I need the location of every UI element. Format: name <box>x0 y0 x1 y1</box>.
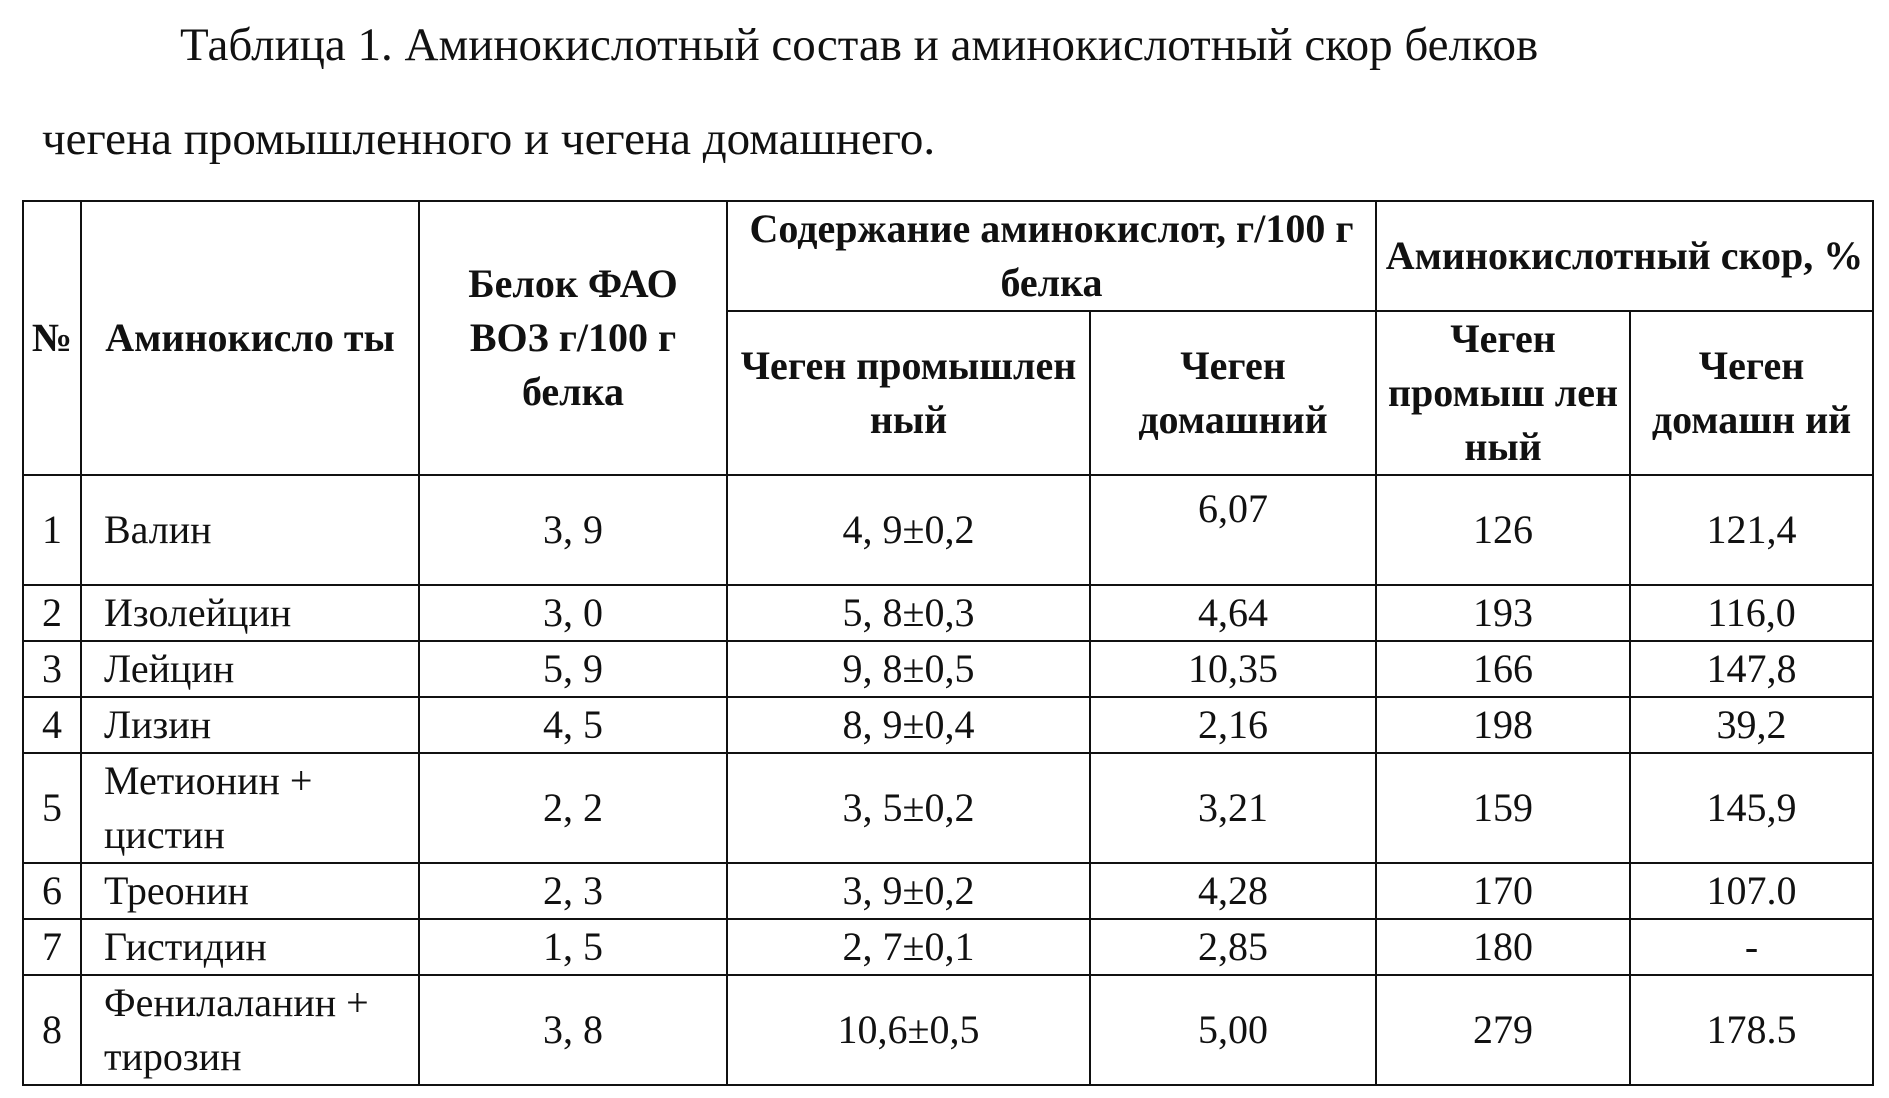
table-row <box>23 585 1873 641</box>
content-industrial: 3, 5±0,2 <box>727 753 1090 863</box>
table-row <box>23 475 1873 585</box>
amino-acid-table <box>22 200 1874 1086</box>
amino-acid-name: Изолейцин <box>81 585 419 641</box>
content-industrial: 8, 9±0,4 <box>727 697 1090 753</box>
row-num: 3 <box>23 641 81 697</box>
content-industrial: 4, 9±0,2 <box>727 475 1090 585</box>
row-num: 4 <box>23 697 81 753</box>
table-row <box>23 919 1873 975</box>
content-industrial: 9, 8±0,5 <box>727 641 1090 697</box>
score-industrial: 170 <box>1376 863 1630 919</box>
row-num: 7 <box>23 919 81 975</box>
content-home: 6,07 <box>1090 475 1376 585</box>
header-amino-acids: Аминокисло ты <box>81 201 419 475</box>
score-home: 39,2 <box>1630 697 1873 753</box>
caption-line-2: чегена промышленного и чегена домашнего. <box>42 113 936 165</box>
header-content-industrial: Чеген промышлен ный <box>727 311 1090 475</box>
score-industrial: 193 <box>1376 585 1630 641</box>
score-industrial: 159 <box>1376 753 1630 863</box>
content-home: 4,64 <box>1090 585 1376 641</box>
content-industrial: 10,6±0,5 <box>727 975 1090 1085</box>
header-content-home: Чеген домашний <box>1090 311 1376 475</box>
score-industrial: 166 <box>1376 641 1630 697</box>
score-industrial: 198 <box>1376 697 1630 753</box>
content-industrial: 3, 9±0,2 <box>727 863 1090 919</box>
amino-acid-name: Гистидин <box>81 919 419 975</box>
fao-value: 2, 3 <box>419 863 727 919</box>
content-industrial: 2, 7±0,1 <box>727 919 1090 975</box>
amino-acid-name: Лейцин <box>81 641 419 697</box>
score-home: 147,8 <box>1630 641 1873 697</box>
content-home: 2,16 <box>1090 697 1376 753</box>
header-score-home: Чеген домашн ий <box>1630 311 1873 475</box>
score-home: 121,4 <box>1630 475 1873 585</box>
header-score-group: Аминокислотный скор, % <box>1376 201 1873 311</box>
amino-acid-name: Фенилаланин + тирозин <box>81 975 419 1085</box>
score-home: - <box>1630 919 1873 975</box>
score-industrial: 279 <box>1376 975 1630 1085</box>
fao-value: 3, 9 <box>419 475 727 585</box>
amino-acid-name: Треонин <box>81 863 419 919</box>
fao-value: 5, 9 <box>419 641 727 697</box>
score-home: 116,0 <box>1630 585 1873 641</box>
amino-acid-name: Лизин <box>81 697 419 753</box>
fao-value: 3, 8 <box>419 975 727 1085</box>
score-industrial: 126 <box>1376 475 1630 585</box>
score-home: 145,9 <box>1630 753 1873 863</box>
header-content-group: Содержание аминокислот, г/100 г белка <box>727 201 1376 311</box>
header-num: № <box>23 201 81 475</box>
row-num: 6 <box>23 863 81 919</box>
content-home: 10,35 <box>1090 641 1376 697</box>
caption-line-1: Таблица 1. Аминокислотный состав и аминокислотный скор белков <box>180 19 1539 71</box>
fao-value: 2, 2 <box>419 753 727 863</box>
table-row <box>23 641 1873 697</box>
score-home: 107.0 <box>1630 863 1873 919</box>
content-industrial: 5, 8±0,3 <box>727 585 1090 641</box>
score-home: 178.5 <box>1630 975 1873 1085</box>
table-row <box>23 975 1873 1085</box>
amino-acid-name: Валин <box>81 475 419 585</box>
content-home: 5,00 <box>1090 975 1376 1085</box>
content-home: 4,28 <box>1090 863 1376 919</box>
header-score-industrial: Чеген промыш лен ный <box>1376 311 1630 475</box>
row-num: 2 <box>23 585 81 641</box>
content-home: 2,85 <box>1090 919 1376 975</box>
table-row <box>23 697 1873 753</box>
fao-value: 3, 0 <box>419 585 727 641</box>
fao-value: 1, 5 <box>419 919 727 975</box>
table-row <box>23 863 1873 919</box>
row-num: 8 <box>23 975 81 1085</box>
row-num: 1 <box>23 475 81 585</box>
amino-acid-name: Метионин + цистин <box>81 753 419 863</box>
score-industrial: 180 <box>1376 919 1630 975</box>
row-num: 5 <box>23 753 81 863</box>
content-home: 3,21 <box>1090 753 1376 863</box>
fao-value: 4, 5 <box>419 697 727 753</box>
header-fao-protein: Белок ФАО ВОЗ г/100 г белка <box>419 201 727 475</box>
table-row <box>23 753 1873 863</box>
